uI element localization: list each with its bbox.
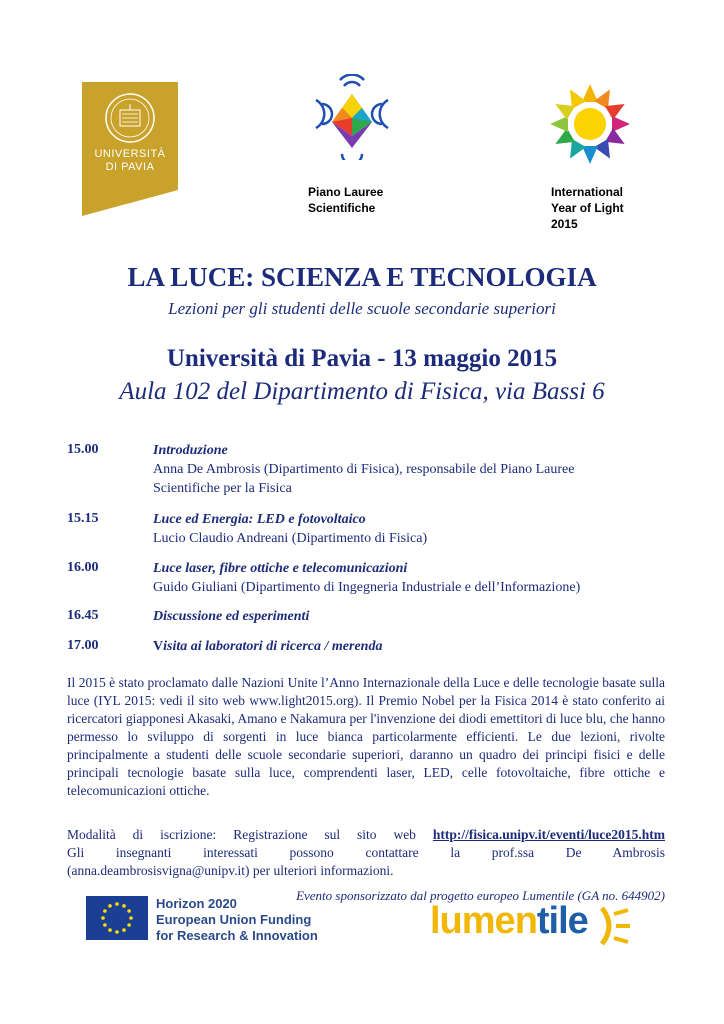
program-title: Discussione ed esperimenti bbox=[153, 609, 310, 624]
registration-line bbox=[67, 826, 665, 844]
program-title-rest: isita ai laboratori di ricerca / merenda bbox=[163, 639, 383, 654]
horizon2020-logo bbox=[86, 896, 318, 944]
horizon-line2: European Union Funding bbox=[156, 912, 312, 927]
program-time: 16.00 bbox=[67, 560, 99, 575]
registration-contact-cont: (anna.deambrosisvigna@unipv.it) per ulteriori informazioni. bbox=[67, 863, 394, 878]
program-title bbox=[153, 637, 673, 656]
iyl-label-line1: International bbox=[551, 185, 624, 199]
program-speaker: Lucio Claudio Andreani (Dipartimento di Fisica) bbox=[153, 531, 428, 546]
lumentile-logo bbox=[430, 900, 670, 950]
event-description: Il 2015 è stato proclamato dalle Nazioni Unite l’Anno Internazionale della Luce e delle tecnologie basate sulla luce (IYL 2015: vedi il sito web www.light2015.org). Il Premio Nobel per la Fisica 2014 è stato conferito ai ricercatori giapponesi Akasaki, Amano e Nakamura per l'invenzione dei diodi emettitori di luce blu, che hanno permesso lo sviluppo di sorgenti in luce bianca particolarmente efficienti. Le due lezioni, rivolte principalmente a studenti delle scuole secondarie superiori, daranno un quadro dei principi fisici e delle principali tecnologie basate sulla luce, comprendenti laser, LED, celle fotovoltaiche, fibre ottiche e telecomunicazioni ottiche. bbox=[67, 675, 665, 798]
event-venue: Aula 102 del Dipartimento di Fisica, via Bassi 6 bbox=[119, 378, 605, 405]
program-time: 15.15 bbox=[67, 511, 99, 526]
iyl-label-line3: 2015 bbox=[551, 217, 578, 231]
sponsor-note: Evento sponsorizzato dal progetto europeo Lumentile (GA no. 644902) bbox=[296, 888, 665, 903]
program-item bbox=[153, 637, 673, 656]
program-item bbox=[153, 607, 673, 626]
program-item bbox=[153, 559, 673, 597]
program-time: 17.00 bbox=[67, 638, 99, 653]
event-title: LA LUCE: SCIENZA E TECNOLOGIA bbox=[127, 262, 597, 292]
horizon-line1: Horizon 2020 bbox=[156, 896, 237, 911]
program-item bbox=[153, 441, 673, 498]
program-title-initial: V bbox=[153, 639, 164, 654]
unipv-logo bbox=[82, 82, 178, 216]
iyl-sun-icon bbox=[546, 80, 634, 168]
event-subtitle: Lezioni per gli studenti delle scuole secondarie superiori bbox=[168, 299, 556, 318]
unipv-name-line1: UNIVERSITÀ bbox=[94, 148, 166, 160]
program-title: Luce ed Energia: LED e fotovoltaico bbox=[153, 512, 366, 527]
pls-logo bbox=[302, 74, 402, 160]
registration-contact: Gli insegnanti interessati possono contattare la prof.ssa De Ambrosis bbox=[67, 845, 665, 860]
registration-label: Modalità di iscrizione: Registrazione sul sito web bbox=[67, 827, 416, 842]
event-date: Università di Pavia - 13 maggio 2015 bbox=[166, 345, 558, 372]
lumentile-part1: lumen bbox=[430, 900, 537, 942]
lumentile-part2: tile bbox=[536, 900, 588, 942]
unipv-name-line2: DI PAVIA bbox=[105, 161, 155, 173]
pls-label-line1: Piano Lauree bbox=[308, 185, 384, 199]
program-title: Luce laser, fibre ottiche e telecomunicazioni bbox=[153, 561, 408, 576]
eu-flag-icon bbox=[86, 896, 148, 940]
pls-label-line2: Scientifiche bbox=[308, 201, 376, 215]
iyl-logo bbox=[546, 80, 634, 168]
program-speaker-cont: Scientifiche per la Fisica bbox=[153, 481, 292, 496]
pls-logo-icon bbox=[302, 74, 402, 160]
program-item bbox=[153, 510, 673, 548]
horizon-line3: for Research & Innovation bbox=[156, 928, 318, 943]
program-speaker: Guido Giuliani (Dipartimento di Ingegneria Industriale e dell’Informazione) bbox=[153, 580, 581, 595]
registration-info bbox=[67, 826, 665, 880]
lumentile-rays-icon bbox=[598, 906, 634, 946]
program-time: 15.00 bbox=[67, 442, 99, 457]
registration-link[interactable]: http://fisica.unipv.it/eventi/luce2015.htm bbox=[432, 827, 665, 842]
program-title: Introduzione bbox=[153, 443, 228, 458]
program-speaker: Anna De Ambrosis (Dipartimento di Fisica), responsabile del Piano Lauree bbox=[153, 462, 575, 477]
iyl-label-line2: Year of Light bbox=[551, 201, 624, 215]
program-time: 16.45 bbox=[67, 608, 99, 623]
